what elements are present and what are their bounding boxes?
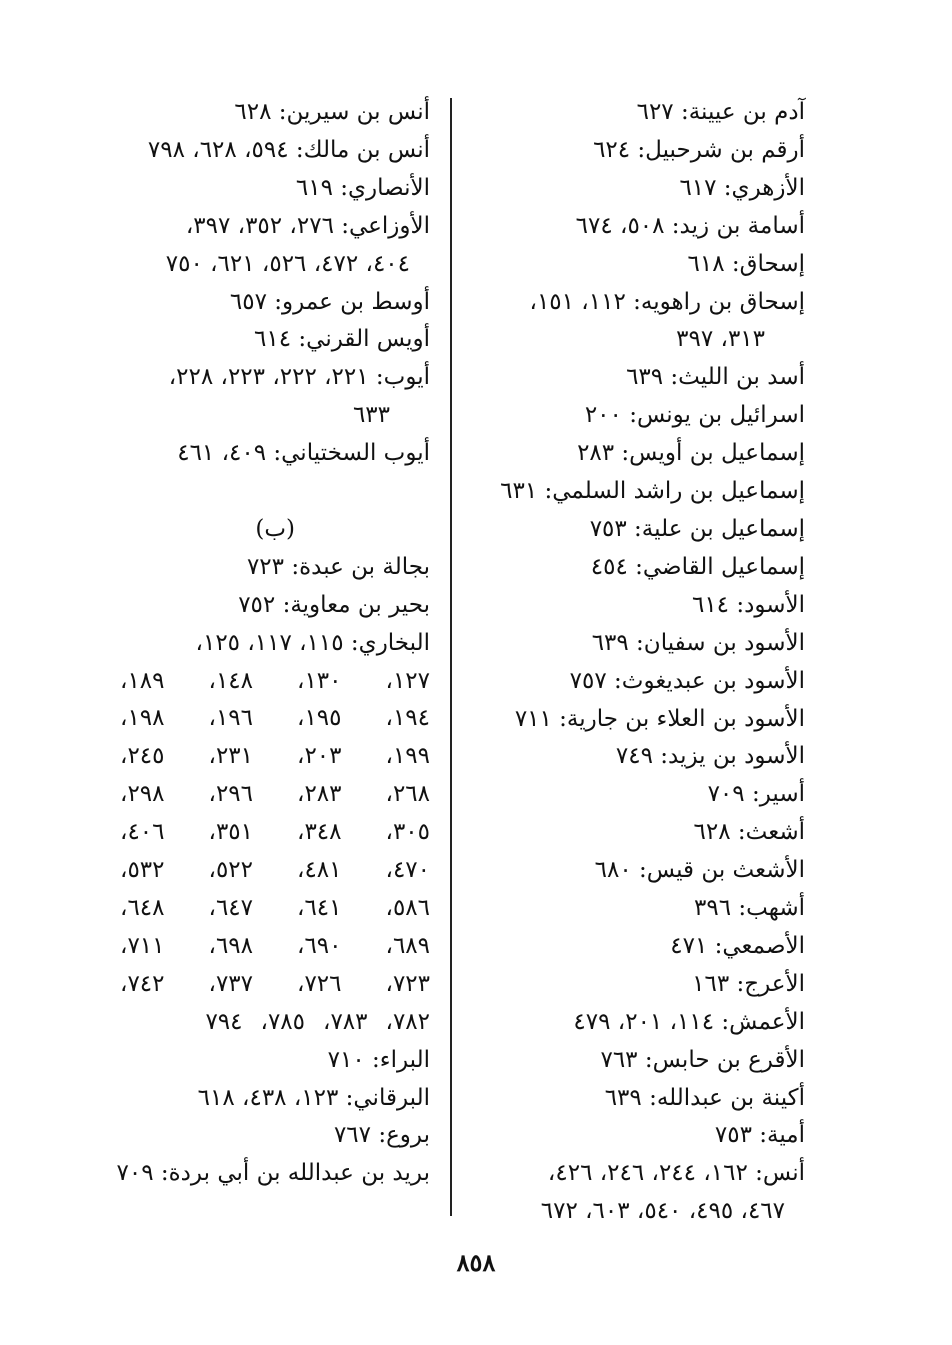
page-number: ٨٥٨: [456, 1248, 496, 1277]
index-entry: اسرائيل بن يونس: ٢٠٠: [584, 402, 805, 429]
index-column-left: [100, 94, 430, 1193]
index-entry: أمية: ٧٥٣: [714, 1122, 805, 1149]
page-ref: ١٤٨،: [208, 667, 253, 694]
bukhari-page-row: [120, 776, 430, 814]
index-entry: البخاري: ١١٥، ١١٧، ١٢٥،: [195, 629, 430, 656]
index-entry: إسحاق: ٦١٨: [687, 250, 805, 277]
index-entry: إسماعيل القاضي: ٤٥٤: [590, 553, 805, 580]
page-ref: ١٩٩،: [385, 743, 430, 770]
page-ref: ٧٤٢،: [120, 970, 165, 997]
index-entry: آدم بن عيينة: ٦٢٧: [636, 99, 805, 125]
bukhari-page-row: [120, 852, 430, 890]
index-entry: بريد بن عبدالله بن أبي بردة: ٧٠٩: [116, 1160, 430, 1187]
index-entry: أنس: ١٦٢، ٢٤٤، ٢٤٦، ٤٢٦،: [547, 1160, 805, 1187]
bukhari-page-row: [120, 700, 430, 738]
page-ref: ٣٠٥،: [385, 819, 430, 846]
index-entry: أويس القرني: ٦١٤: [254, 326, 430, 353]
section-letter-heading: (ب): [255, 515, 295, 542]
index-entry: أنس بن سيرين: ٦٢٨: [234, 99, 430, 125]
index-entry: الأعرج: ١٦٣: [692, 970, 805, 997]
index-entry-continuation: ٣١٣، ٣٩٧: [676, 326, 765, 353]
page-ref: ٥٣٢،: [120, 857, 165, 884]
page-ref: ٢٩٨،: [120, 781, 165, 808]
page-ref: ٦٨٩،: [385, 932, 430, 959]
index-entry: بروع: ٧٦٧: [333, 1122, 430, 1149]
page-ref: ٢٦٨،: [385, 781, 430, 808]
page-ref: ١٩٤،: [385, 705, 430, 732]
index-entry: أسامة بن زيد: ٥٠٨، ٦٧٤: [575, 212, 805, 239]
index-entry: الأشعث بن قيس: ٦٨٠: [594, 857, 805, 884]
index-entry-continuation: ٤٦٧، ٤٩٥، ٥٤٠، ٦٠٣، ٦٧٢: [540, 1198, 785, 1225]
index-entry: الأقرع بن حابس: ٧٦٣: [600, 1046, 805, 1073]
bukhari-page-row: [120, 814, 430, 852]
page-ref: ٧٩٤: [205, 1008, 243, 1035]
page-ref: ٣٥١،: [208, 819, 253, 846]
page-ref: ٢٣١،: [208, 743, 253, 770]
page-ref: ١٩٦،: [208, 705, 253, 732]
index-entry: البرقاني: ١٢٣، ٤٣٨، ٦١٨: [197, 1084, 430, 1111]
index-entry: أسير: ٧٠٩: [707, 781, 805, 808]
index-entry: بحير بن معاوية: ٧٥٢: [238, 591, 430, 618]
page-ref: ١٩٥،: [297, 705, 342, 732]
index-entry: أنس بن مالك: ٥٩٤، ٦٢٨، ٧٩٨: [147, 136, 430, 163]
index-entry: أسد بن الليث: ٦٣٩: [626, 364, 805, 391]
index-entry: الأسود بن سفيان: ٦٣٩: [591, 629, 805, 656]
bukhari-page-row-last: [100, 1004, 430, 1042]
index-entry: البراء: ٧١٠: [327, 1046, 430, 1073]
page-ref: ١٣٠،: [297, 667, 342, 694]
index-entry: أيوب السختياني: ٤٠٩، ٤٦١: [177, 440, 430, 467]
page-ref: ٧٢٦،: [297, 970, 342, 997]
index-entry: أكينة بن عبدالله: ٦٣٩: [604, 1084, 805, 1111]
index-entry: الأنصاري: ٦١٩: [295, 174, 430, 201]
index-entry: أيوب: ٢٢١، ٢٢٢، ٢٢٣، ٢٢٨،: [168, 364, 430, 391]
index-entry: الأسود: ٦١٤: [691, 591, 805, 618]
page-ref: ٥٨٦،: [385, 895, 430, 922]
page-ref: ٧٢٣،: [385, 970, 430, 997]
index-column-right: [460, 94, 805, 1231]
index-entry: أوسط بن عمرو: ٦٥٧: [229, 288, 430, 315]
index-entry: الأزهري: ٦١٧: [679, 174, 805, 201]
page-ref: ١٩٨،: [120, 705, 165, 732]
page-ref: ٤٧٠،: [385, 857, 430, 884]
index-entry: إسماعيل بن علية: ٧٥٣: [589, 515, 805, 542]
bukhari-page-row: [120, 928, 430, 966]
index-entry: الأعمش: ١١٤، ٢٠١، ٤٧٩: [573, 1008, 805, 1035]
bukhari-page-row: [120, 738, 430, 776]
page-ref: ٦٤٧،: [208, 895, 253, 922]
index-entry: إسحاق بن راهويه: ١١٢، ١٥١،: [529, 288, 805, 315]
page-ref: ٧٨٢،: [385, 1008, 430, 1035]
page-ref: ١٨٩،: [120, 667, 165, 694]
page-ref: ٢٩٦،: [208, 781, 253, 808]
page-ref: ٣٤٨،: [297, 819, 342, 846]
bukhari-page-row: [120, 966, 430, 1004]
index-entry-continuation: ٤٠٤، ٤٧٢، ٥٢٦، ٦٢١، ٧٥٠: [165, 250, 410, 277]
page-ref: ٧٨٣،: [323, 1008, 368, 1035]
page-ref: ٢٨٣،: [297, 781, 342, 808]
page-ref: ٦٤٨،: [120, 895, 165, 922]
bukhari-page-row: [120, 663, 430, 701]
index-entry: الأسود بن العلاء بن جارية: ٧١١: [514, 705, 805, 732]
page-ref: ٥٢٢،: [208, 857, 253, 884]
index-entry: الأصمعي: ٤٧١: [670, 932, 805, 959]
bukhari-page-row: [120, 890, 430, 928]
page-ref: ٧١١،: [120, 932, 165, 959]
page-ref: ٧٨٥،: [260, 1008, 305, 1035]
page-ref: ٤٨١،: [297, 857, 342, 884]
page-ref: ٢٠٣،: [297, 743, 342, 770]
page-ref: ٧٣٧،: [208, 970, 253, 997]
index-entry: أرقم بن شرحبيل: ٦٢٤: [593, 136, 805, 163]
column-divider: [450, 98, 452, 1216]
index-entry-continuation: ٦٣٣: [352, 402, 390, 429]
index-entry: إسماعيل بن راشد السلمي: ٦٣١: [500, 478, 805, 505]
index-entry: أشعث: ٦٢٨: [693, 819, 805, 846]
page-ref: ٦٩٠،: [297, 932, 342, 959]
index-entry: الأسود بن عبديغوث: ٧٥٧: [569, 667, 805, 694]
page-ref: ٢٤٥،: [120, 743, 165, 770]
page-ref: ٤٠٦،: [120, 819, 165, 846]
page-ref: ٦٩٨،: [208, 932, 253, 959]
page-ref: ١٢٧،: [385, 667, 430, 694]
index-entry: بجالة بن عبدة: ٧٢٣: [246, 553, 430, 580]
index-entry: الأوزاعي: ٢٧٦، ٣٥٢، ٣٩٧،: [185, 212, 430, 239]
index-entry: إسماعيل بن أويس: ٢٨٣: [577, 440, 805, 467]
index-entry: الأسود بن يزيد: ٧٤٩: [615, 743, 805, 770]
index-entry: أشهب: ٣٩٦: [694, 895, 805, 922]
page-ref: ٦٤١،: [297, 895, 342, 922]
section-spacer: [100, 473, 430, 511]
